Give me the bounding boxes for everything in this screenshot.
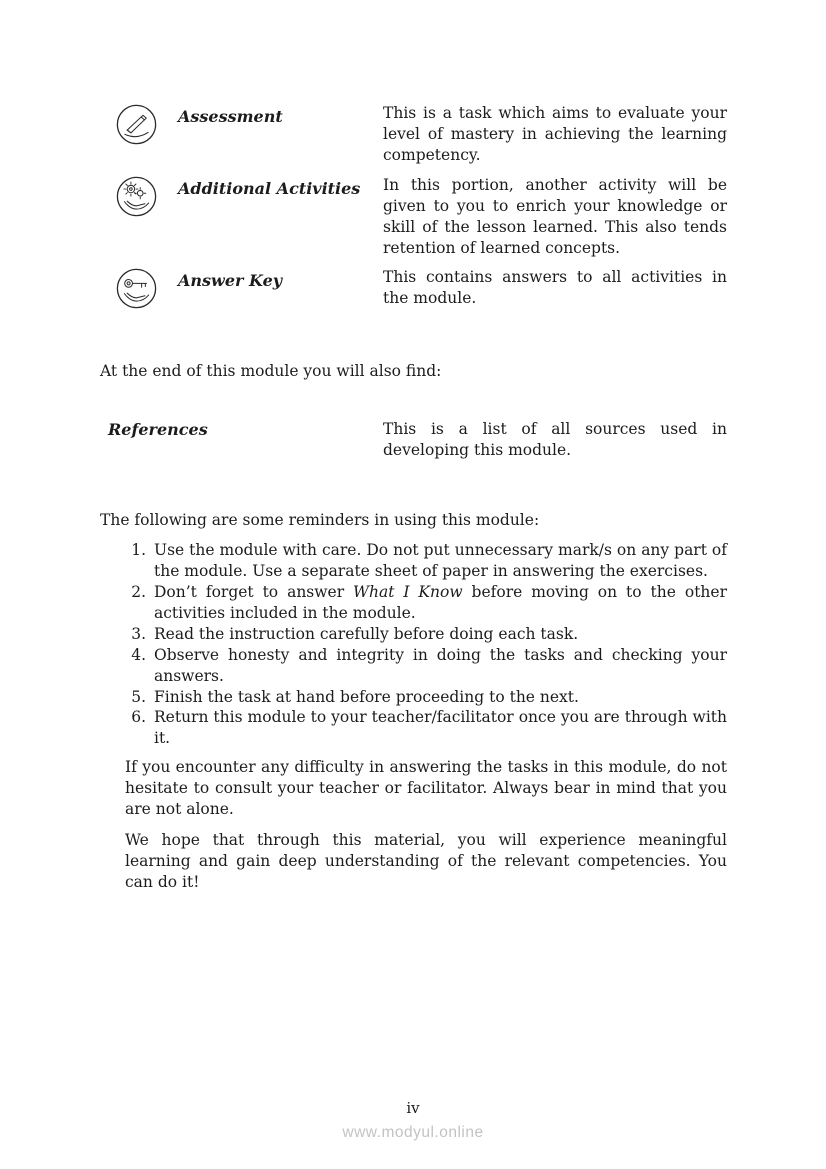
- additional-activities-icon-cell: [100, 175, 178, 259]
- part-label-assessment: Assessment: [178, 107, 283, 126]
- closing-paragraph-hope: We hope that through this material, you will experience meaningful learning and gain deep understanding of the relevant competencies. You can do it!: [125, 831, 727, 891]
- assessment-icon-cell: [100, 103, 178, 166]
- part-description-answer-key: This contains answers to all activities in the module.: [383, 268, 727, 308]
- references-description: This is a list of all sources used in developing this module.: [383, 420, 727, 460]
- additional-activities-label-cell: [178, 175, 383, 259]
- reminder-item-6-text: Return this module to your teacher/facilitator once you are through with it.: [154, 708, 727, 748]
- reminder-item-1-text: Use the module with care. Do not put unnecessary mark/s on any part of the module. Use a separate sheet of paper in answering the exercises.: [154, 541, 727, 580]
- reminder-item-2-before: Don’t forget to answer: [154, 582, 354, 601]
- assessment-label-cell: [178, 103, 383, 166]
- part-label-answer-key: Answer Key: [178, 271, 283, 291]
- module-part-row-assessment: [100, 103, 727, 166]
- module-part-row-answer-key: [100, 267, 727, 315]
- reminder-item-2-after: before moving on to the other activities included in the module.: [154, 582, 727, 622]
- reminder-item-4-text: Observe honesty and integrity in doing the tasks and checking your answers.: [154, 645, 727, 685]
- reminders-intro: The following are some reminders in using this module:: [100, 511, 540, 530]
- reminders-list: [100, 540, 727, 749]
- page-number: iv: [406, 1099, 420, 1117]
- reminder-item-2-italic: What I Know: [353, 582, 463, 601]
- part-description-additional-activities: In this portion, another activity will be given to you to enrich your knowledge or skill of the lesson learned. This also tends retention of learned concepts.: [383, 175, 727, 257]
- additional-activities-gears-hand-icon: [116, 176, 157, 217]
- reminder-item-3-text: Read the instruction carefully before doing each task.: [154, 624, 579, 643]
- answer-key-icon-cell: [100, 267, 178, 315]
- reminder-item-4: [151, 645, 727, 687]
- reminder-item-6: [151, 707, 727, 749]
- answer-key-label-cell: [178, 267, 383, 315]
- references-label: References: [108, 420, 208, 440]
- closing-paragraph-encouragement: If you encounter any difficulty in answering the tasks in this module, do not hesitate to consult your teacher or facilitator. Always bear in mind that you are not alone.: [125, 758, 727, 819]
- reminder-item-2: [151, 582, 727, 624]
- references-row: [100, 419, 727, 461]
- watermark-url: www.modyul.online: [342, 1124, 484, 1141]
- references-label-cell: [100, 419, 383, 461]
- assessment-hand-writing-icon: [116, 104, 157, 145]
- answer-key-hand-icon: [116, 268, 157, 309]
- part-label-additional-activities: Additional Activities: [178, 178, 361, 198]
- part-description-assessment: This is a task which aims to evaluate your level of mastery in achieving the learning competency.: [383, 104, 727, 164]
- reminder-item-1: [151, 540, 727, 582]
- reminder-item-3: [151, 624, 727, 645]
- end-of-module-note: At the end of this module you will also find:: [100, 362, 442, 381]
- reminder-item-5-text: Finish the task at hand before proceeding to the next.: [154, 687, 579, 706]
- module-part-row-additional-activities: [100, 175, 727, 259]
- reminder-item-5: [151, 687, 727, 708]
